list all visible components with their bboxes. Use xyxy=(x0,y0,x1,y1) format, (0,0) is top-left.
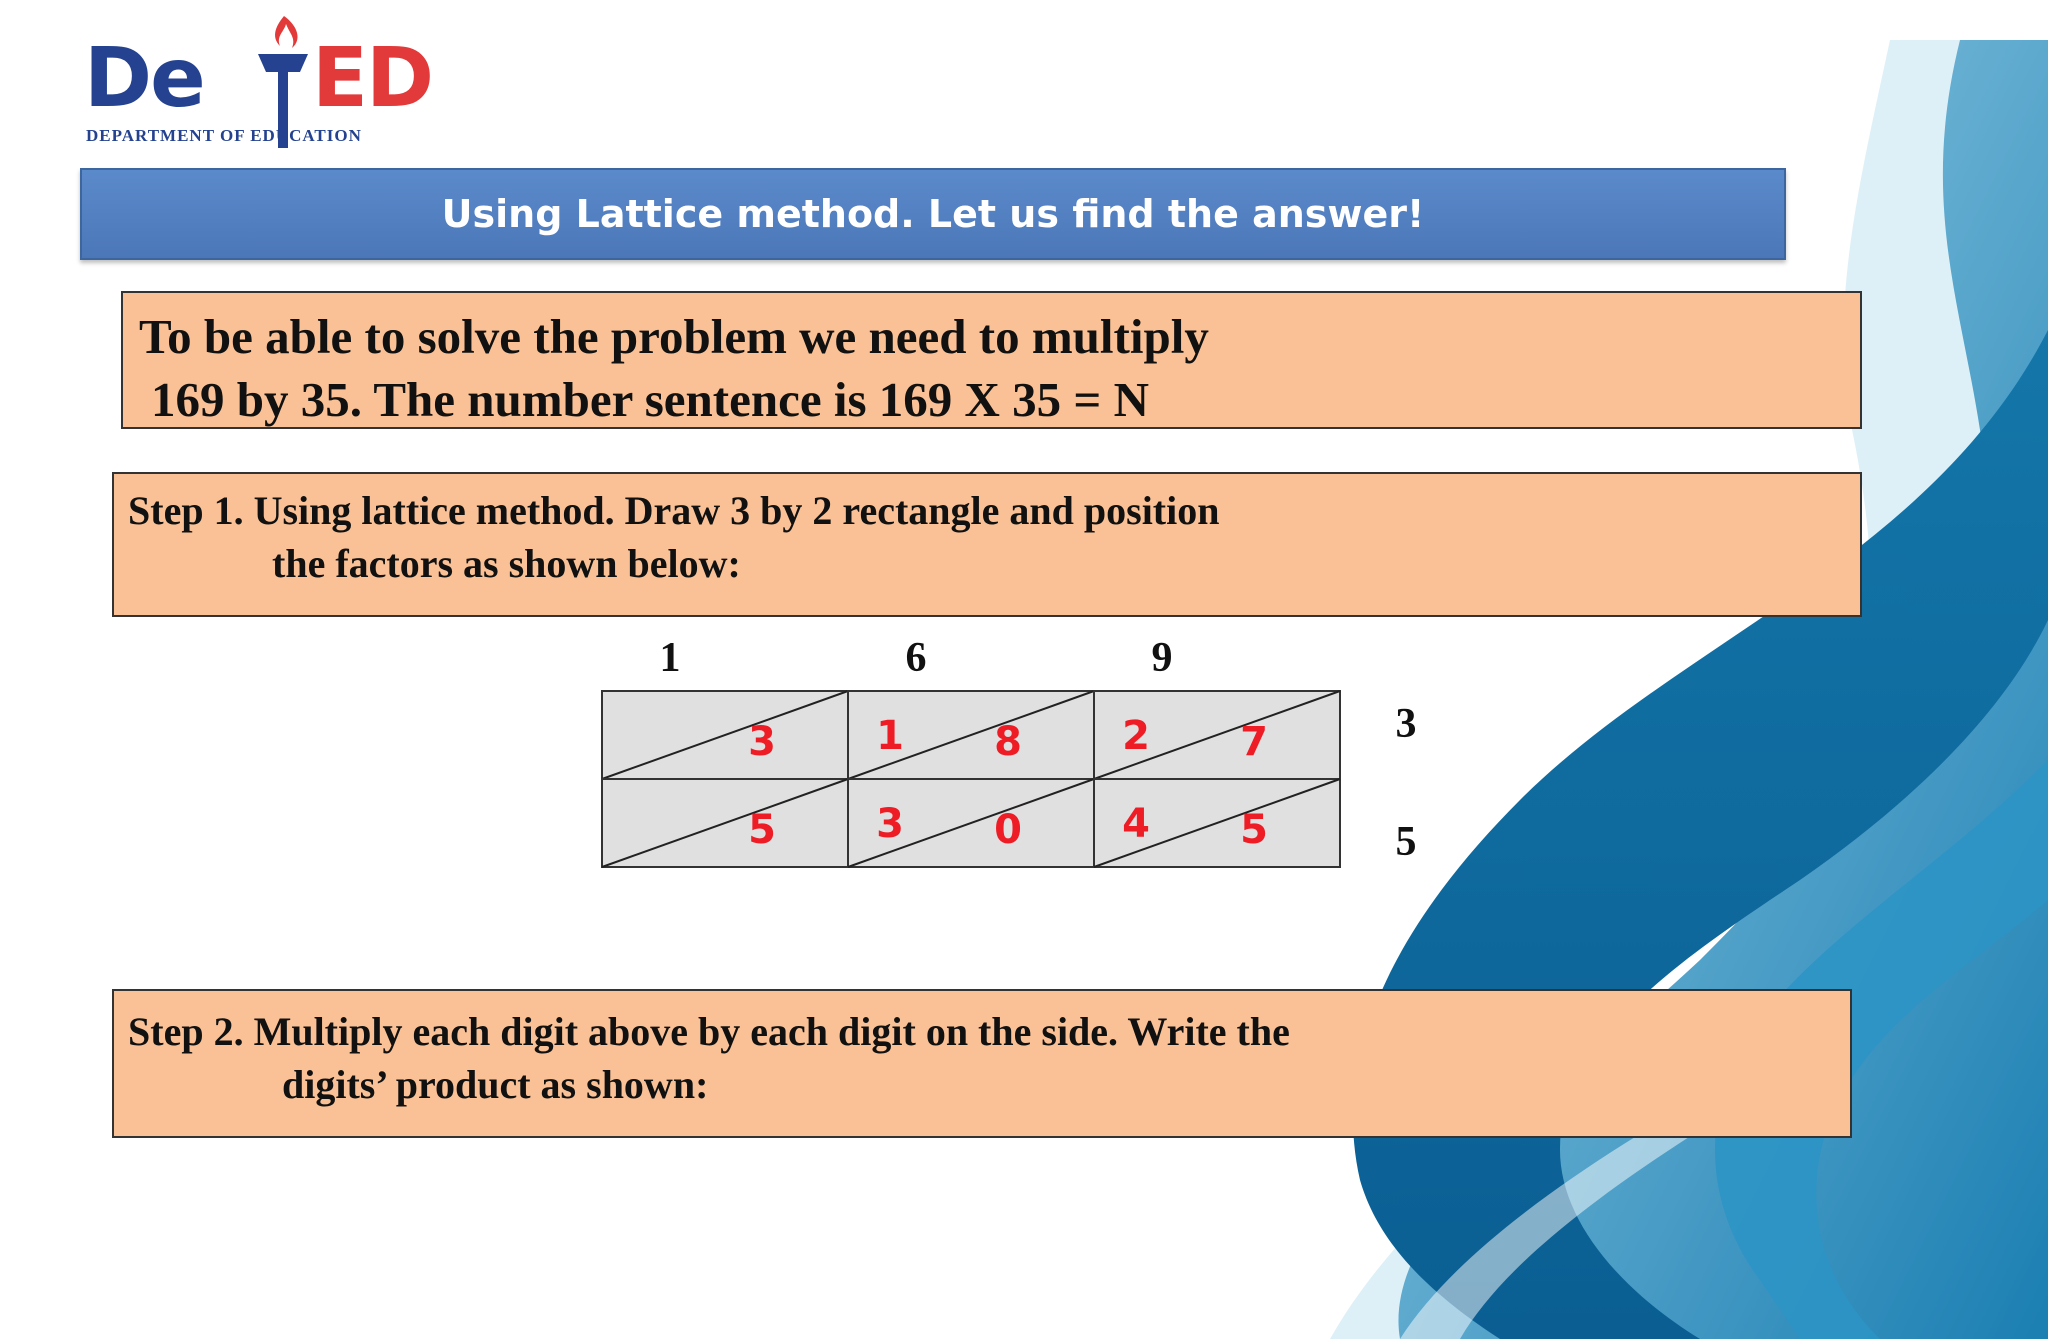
lattice-ones-digit: 0 xyxy=(994,806,1022,853)
lattice-ones-digit: 8 xyxy=(994,718,1022,765)
top-factor: 6 xyxy=(905,635,927,681)
lattice-ones-digit: 3 xyxy=(748,718,776,765)
step-1-line-1: Step 1. Using lattice method. Draw 3 by 2 rectangle and position xyxy=(128,488,1220,533)
side-factor: 3 xyxy=(1395,701,1417,747)
slide-title: Using Lattice method. Let us find the answer! xyxy=(441,192,1425,236)
step-2-line-1: Step 2. Multiply each digit above by each digit on the side. Write the xyxy=(128,1009,1290,1054)
lattice-ones-digit: 5 xyxy=(748,806,776,853)
problem-statement-line-1: To be able to solve the problem we need to multiply xyxy=(139,309,1209,364)
logo-wordmark-dep: De xyxy=(84,31,204,126)
lattice-ones-digit: 7 xyxy=(1240,718,1268,765)
step-2-line-2: digits’ product as shown: xyxy=(282,1062,709,1107)
problem-statement-line-2: 169 by 35. The number sentence is 169 X 35 = N xyxy=(151,372,1149,427)
logo-tagline: DEPARTMENT OF EDUCATION xyxy=(86,126,362,145)
lattice-tens-digit: 3 xyxy=(876,800,904,847)
top-factor: 9 xyxy=(1151,635,1173,681)
lattice-tens-digit: 1 xyxy=(876,712,904,759)
step-2-box xyxy=(112,989,1852,1138)
step-1-line-2: the factors as shown below: xyxy=(272,541,741,586)
logo-wordmark-ed: ED xyxy=(312,31,433,126)
lattice-tens-digit: 2 xyxy=(1122,712,1150,759)
side-factor: 5 xyxy=(1395,819,1417,865)
lattice-tens-digit: 4 xyxy=(1122,800,1150,847)
lattice-ones-digit: 5 xyxy=(1240,806,1268,853)
top-factor: 1 xyxy=(659,635,681,681)
